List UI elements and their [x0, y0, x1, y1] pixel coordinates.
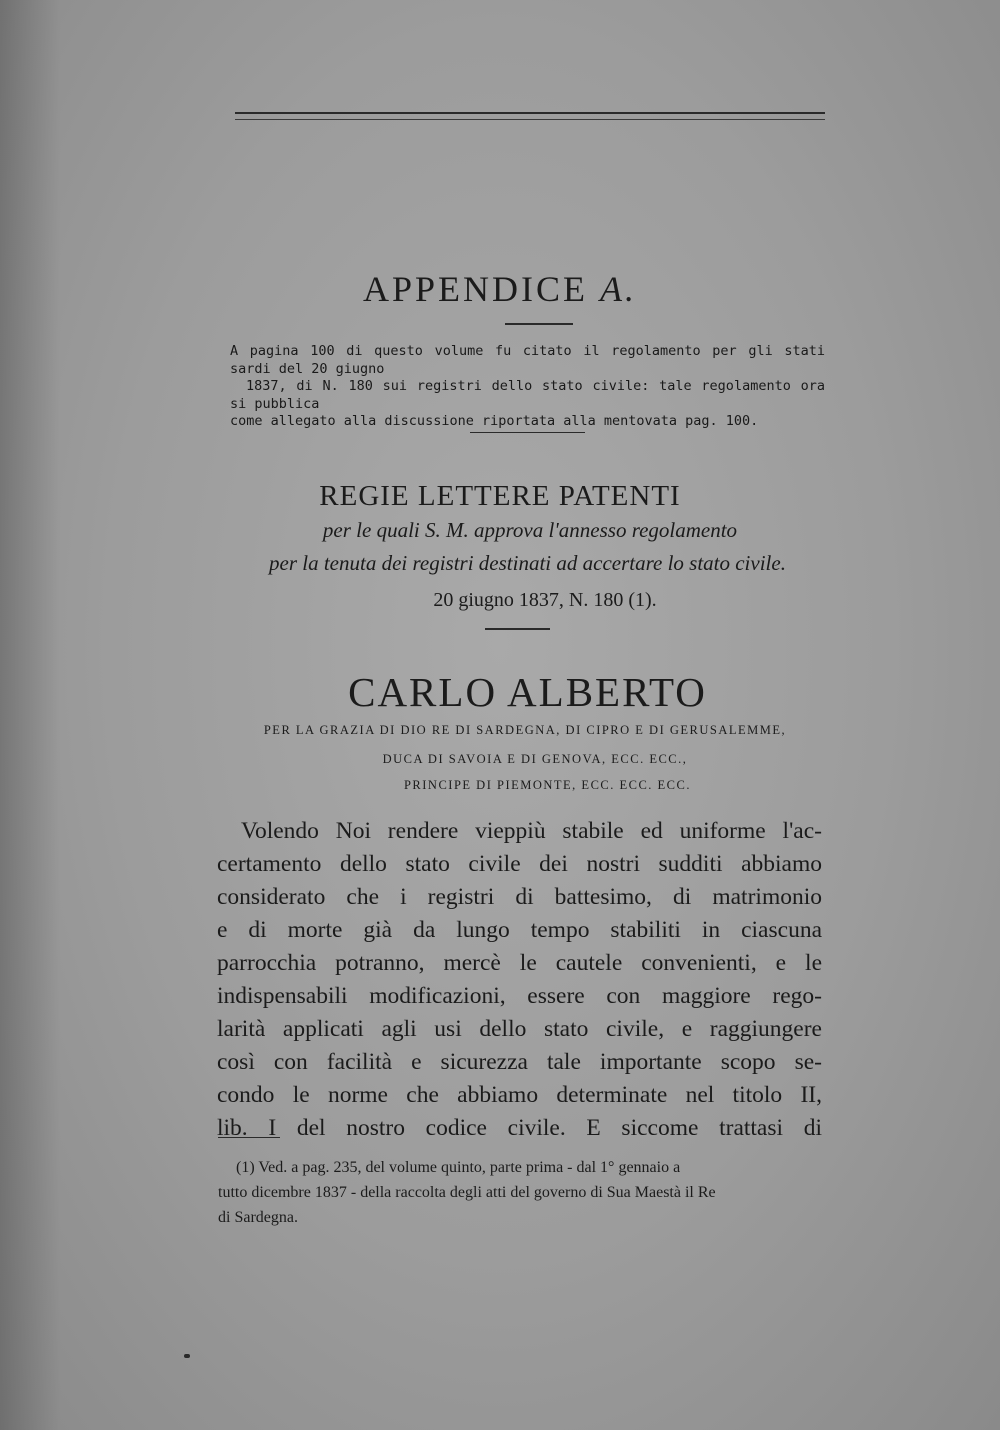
- body-line: indispensabili modificazioni, essere con maggiore rego-: [217, 983, 822, 1009]
- intro-line: 1837, di N. 180 sui registri dello stato civile: tale regolamento ora si pubblica: [230, 378, 825, 412]
- intro-line: A pagina 100 di questo volume fu citato il regolamento per gli stati sardi del 20 giugno: [230, 343, 825, 377]
- body-line: lib. I del nostro codice civile. E siccome trattasi di: [217, 1115, 822, 1141]
- header-rule-thin: [235, 119, 825, 120]
- title-rule: [505, 323, 573, 325]
- ink-speck: [184, 1354, 190, 1358]
- body-line: considerato che i registri di battesimo, di matrimonio: [217, 884, 822, 910]
- body-line: larità applicati agli usi dello stato civile, e raggiungere: [217, 1016, 822, 1042]
- body-line: e di morte già da lungo tempo stabiliti in ciascuna: [217, 917, 822, 943]
- body-line: così con facilità e sicurezza tale importante scopo se-: [217, 1049, 822, 1075]
- appendix-title: [0, 268, 1000, 310]
- body-line: Volendo Noi rendere vieppiù stabile ed uniforme l'ac-: [241, 818, 822, 844]
- patent-title: REGIE LETTERE PATENTI: [319, 480, 681, 512]
- footnote-rule: [218, 1137, 280, 1138]
- section-rule: [470, 432, 585, 433]
- body-line: certamento dello stato civile dei nostri sudditi abbiamo: [217, 851, 822, 877]
- sovereign-titles: PRINCIPE DI PIEMONTE, ECC. ECC. ECC.: [403, 778, 691, 792]
- footnote-line: (1) Ved. a pag. 235, del volume quinto, parte prima - dal 1° gennaio a: [236, 1159, 681, 1176]
- footnote-line: di Sardegna.: [218, 1209, 298, 1226]
- footnote: [218, 1155, 818, 1230]
- intro-line: come allegato alla discussione riportata alla mentovata pag. 100.: [230, 413, 759, 429]
- footnote-line: tutto dicembre 1837 - della raccolta degli atti del governo di Sua Maestà il Re: [218, 1184, 716, 1201]
- patent-subtitle: per le quali S. M. approva l'annesso regolamento: [322, 518, 738, 542]
- sovereign-titles: DUCA DI SAVOIA E DI GENOVA, ECC. ECC.,: [382, 752, 688, 766]
- body-line: parrocchia potranno, mercè le cautele convenienti, e le: [217, 950, 822, 976]
- patent-subtitle: per la tenuta dei registri destinati ad accertare lo stato civile.: [269, 551, 786, 575]
- body-line: condo le norme che abbiamo determinate nel titolo II,: [217, 1082, 822, 1108]
- body-text: [217, 815, 822, 1145]
- header-rule: [235, 112, 825, 114]
- date-rule: [485, 628, 550, 630]
- patent-date: 20 giugno 1837, N. 180 (1).: [433, 589, 657, 611]
- sovereign-name: CARLO ALBERTO: [348, 669, 707, 715]
- intro-note: [230, 343, 825, 431]
- appendix-title-letter: A.: [600, 269, 638, 309]
- appendix-title-main: APPENDICE: [362, 269, 601, 309]
- sovereign-titles: PER LA GRAZIA DI DIO RE DI SARDEGNA, DI CIPRO E DI GERUSALEMME,: [263, 723, 787, 737]
